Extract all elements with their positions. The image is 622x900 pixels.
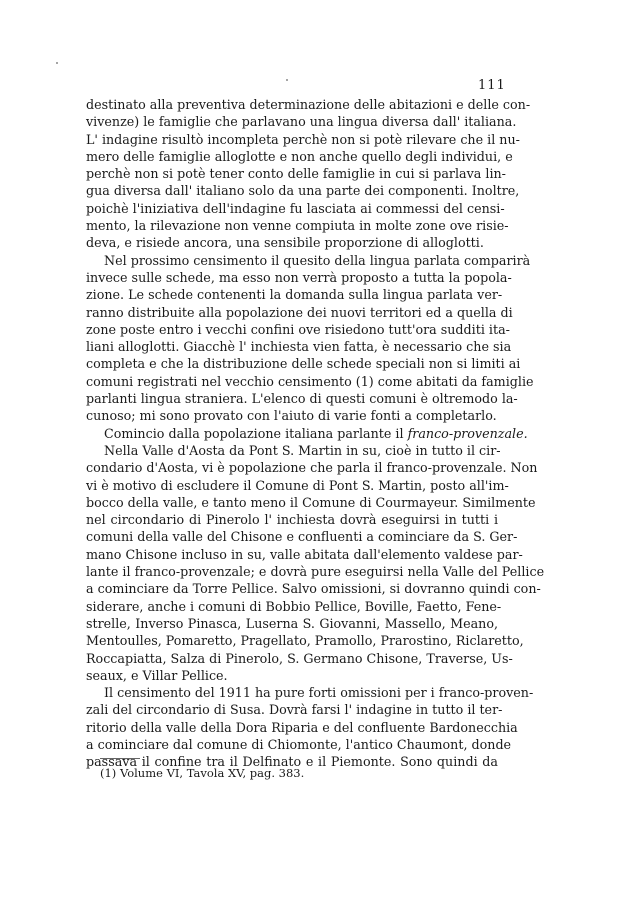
text-line: ritorio della valle della Dora Riparia e del confluente Bardonecchia bbox=[86, 719, 518, 735]
text-line: lante il franco-provenzale; e dovrà pure eseguirsi nella Valle del Pellice bbox=[86, 564, 545, 580]
text-line: ranno distribuite alla popolazione dei nuovi territori ed a quella di bbox=[86, 304, 513, 320]
text-line: zali del circondario di Susa. Dovrà farsi l' indagine in tutto il ter- bbox=[86, 702, 503, 718]
text-line: mero delle famiglie alloglotte e non anche quello degli individui, e bbox=[86, 148, 513, 164]
paragraph bbox=[86, 684, 534, 770]
text-line: zione. Le schede contenenti la domanda sulla lingua parlata ver- bbox=[86, 287, 503, 303]
text-line: Nella Valle d'Aosta da Pont S. Martin in su, cioè in tutto il cir- bbox=[104, 442, 501, 458]
text-line: parlanti lingua straniera. L'elenco di questi comuni è oltremodo la- bbox=[86, 391, 518, 407]
text-line: passava il confine tra il Delfinato e il Piemonte. Sono quindi da bbox=[86, 754, 498, 770]
paragraph bbox=[86, 252, 534, 425]
text-line: bocco della valle, e tanto meno il Comune di Courmayeur. Similmente bbox=[86, 494, 536, 510]
text-line: poichè l'iniziativa dell'indagine fu lasciata ai commessi del censi- bbox=[86, 200, 505, 216]
text-line: strelle, Inverso Pinasca, Luserna S. Giovanni, Massello, Meano, bbox=[86, 615, 498, 631]
text-line: mano Chisone incluso in su, valle abitata dall'elemento valdese par- bbox=[86, 546, 523, 562]
text-line: vi è motivo di escludere il Comune di Pont S. Martin, posto all'im- bbox=[86, 477, 509, 493]
footnote: (1) Volume VI, Tavola XV, pag. 383. bbox=[100, 766, 305, 780]
text-line: comuni registrati nel vecchio censimento (1) come abitati da famiglie bbox=[86, 373, 534, 389]
body-text bbox=[86, 96, 545, 771]
text-line: liani alloglotti. Giacchè l' inchiesta vien fatta, è necessario che sia bbox=[86, 339, 512, 355]
text-line: deva, e risiede ancora, una sensibile proporzione di alloglotti. bbox=[86, 235, 484, 251]
text-line: gua diversa dall' italiano solo da una parte dei componenti. Inoltre, bbox=[86, 183, 520, 199]
text-span: Comincio dalla popolazione italiana parlante il bbox=[104, 425, 408, 441]
paragraph bbox=[86, 442, 545, 684]
paragraph bbox=[86, 425, 528, 442]
text-line: zone poste entro i vecchi confini ove risiedono tutt'ora sudditi ita- bbox=[86, 321, 510, 337]
footnote-divider bbox=[100, 758, 140, 759]
paragraph bbox=[86, 96, 531, 252]
text-line: a cominciare da Torre Pellice. Salvo omissioni, si dovranno quindi con- bbox=[86, 581, 541, 597]
text-line: comuni della valle del Chisone e confluenti a cominciare da S. Ger- bbox=[86, 529, 518, 545]
page-number: 111 bbox=[478, 78, 506, 93]
text-line bbox=[86, 425, 528, 442]
text-line: Roccapiatta, Salza di Pinerolo, S. Germano Chisone, Traverse, Us- bbox=[86, 650, 513, 666]
text-line: nel circondario di Pinerolo l' inchiesta dovrà eseguirsi in tutti i bbox=[86, 512, 498, 528]
speck-mark bbox=[56, 62, 58, 64]
text-line: Nel prossimo censimento il quesito della lingua parlata comparirà bbox=[104, 252, 531, 268]
text-line: destinato alla preventiva determinazione delle abitazioni e delle con- bbox=[86, 97, 531, 112]
text-line: Il censimento del 1911 ha pure forti omissioni per i franco-proven- bbox=[104, 685, 534, 701]
text-line: L' indagine risultò incompleta perchè non si potè rilevare che il nu- bbox=[86, 131, 520, 147]
text-line: vivenze) le famiglie che parlavano una lingua diversa dall' italiana. bbox=[86, 114, 517, 130]
text-line: a cominciare dal comune di Chiomonte, l'antico Chaumont, donde bbox=[86, 736, 512, 752]
text-line: condario d'Aosta, vi è popolazione che parla il franco-provenzale. Non bbox=[86, 460, 538, 476]
text-line: Mentoulles, Pomaretto, Pragellato, Pramollo, Prarostino, Riclaretto, bbox=[86, 633, 524, 649]
text-line: cunoso; mi sono provato con l'aiuto di varie fonti a completarlo. bbox=[86, 408, 497, 424]
text-line: completa e che la distribuzione delle schede speciali non si limiti ai bbox=[86, 356, 521, 372]
text-line: perchè non si potè tener conto delle famiglie in cui si parlava lin- bbox=[86, 166, 506, 182]
speck-mark bbox=[286, 79, 288, 81]
italic-term: franco-provenzale. bbox=[407, 425, 528, 441]
text-line: mento, la rilevazione non venne compiuta in molte zone ove risie- bbox=[86, 218, 509, 234]
text-line: invece sulle schede, ma esso non verrà proposto a tutta la popola- bbox=[86, 269, 512, 285]
text-line: seaux, e Villar Pellice. bbox=[86, 667, 228, 683]
text-line: siderare, anche i comuni di Bobbio Pellice, Boville, Faetto, Fene- bbox=[86, 598, 502, 614]
